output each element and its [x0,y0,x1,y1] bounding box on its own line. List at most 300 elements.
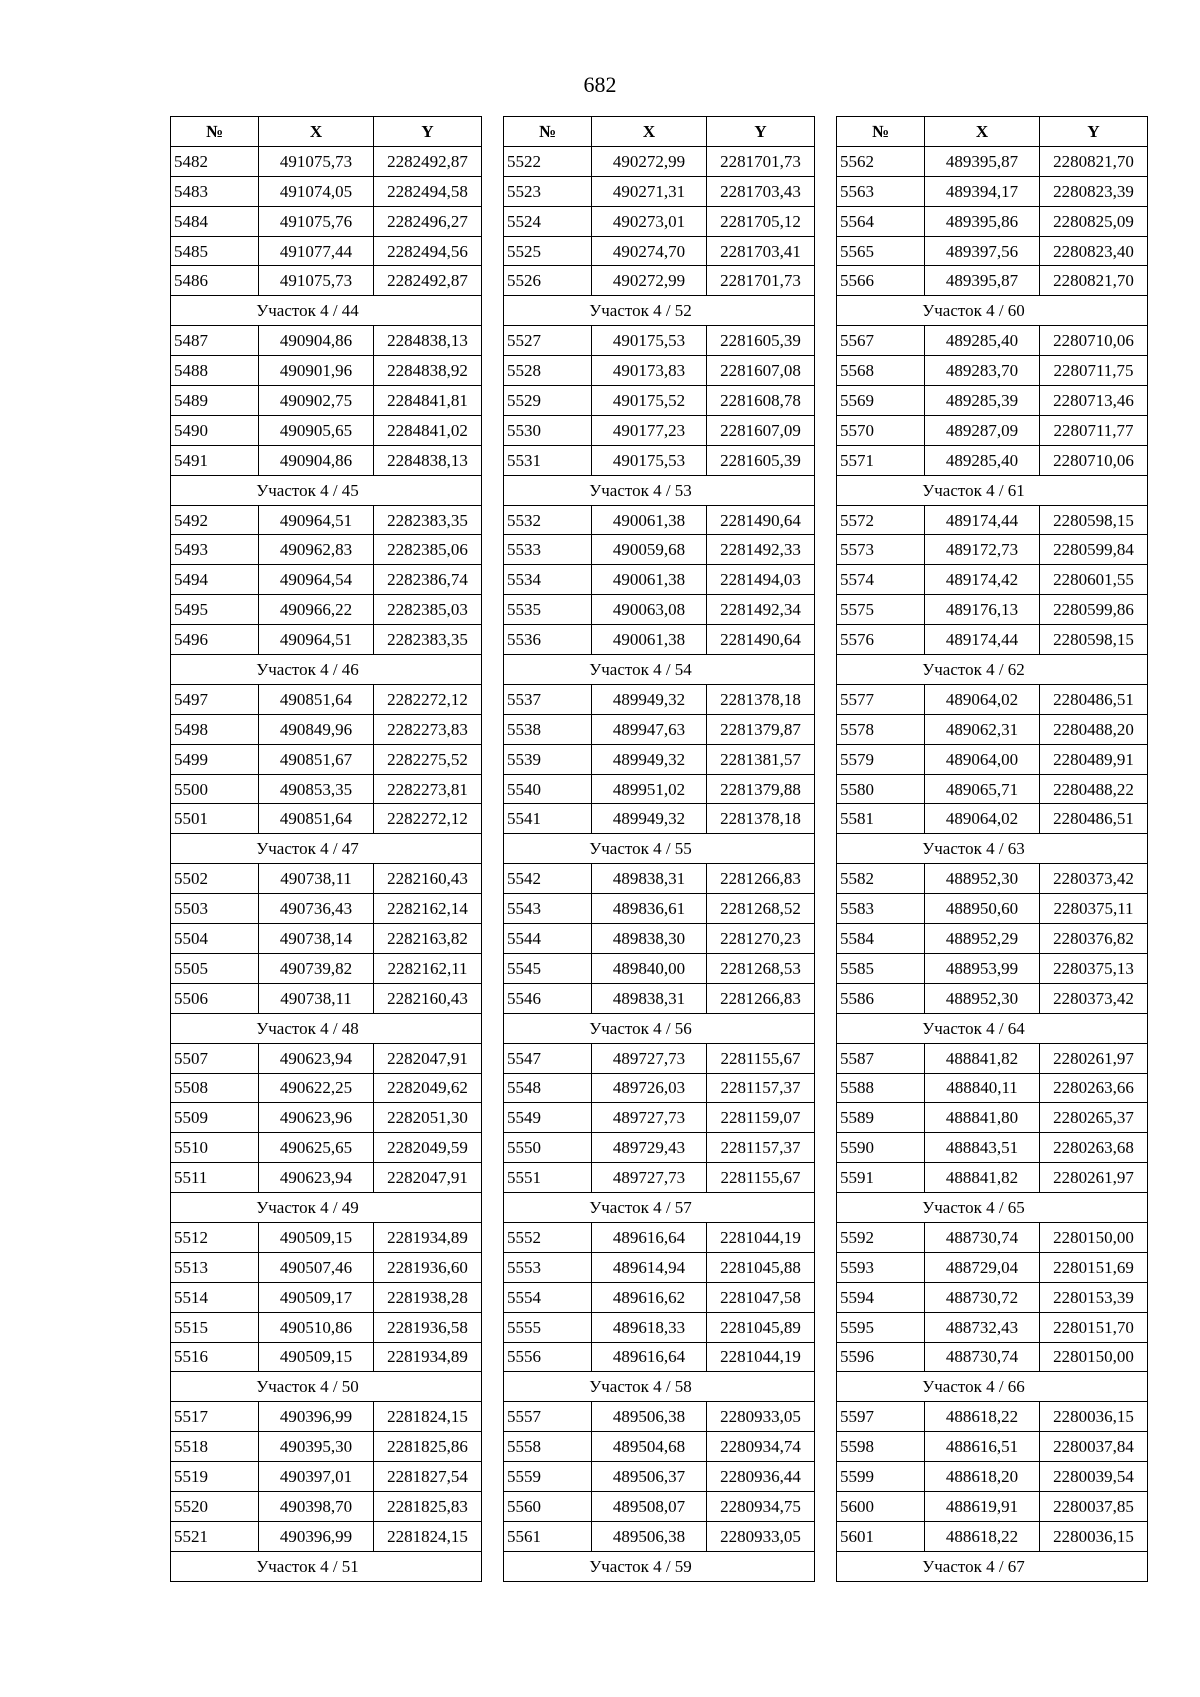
section-row [504,1551,815,1581]
point-number: 5577 [837,684,925,714]
table-row [837,1073,1148,1103]
table-row [171,565,482,595]
table-row [837,386,1148,416]
point-number: 5553 [504,1252,592,1282]
table-row [837,505,1148,535]
x-coordinate: 490851,67 [259,744,374,774]
x-coordinate: 489949,32 [592,804,707,834]
point-number: 5535 [504,595,592,625]
table-row [837,445,1148,475]
table-row [171,953,482,983]
point-number: 5549 [504,1103,592,1133]
x-coordinate: 489614,94 [592,1252,707,1282]
x-coordinate: 490623,94 [259,1043,374,1073]
table-row [504,326,815,356]
table-row [837,1462,1148,1492]
x-coordinate: 490851,64 [259,684,374,714]
x-coordinate: 488619,91 [925,1491,1040,1521]
x-coordinate: 489838,31 [592,983,707,1013]
y-coordinate: 2282273,83 [374,714,482,744]
table-row [504,1133,815,1163]
x-coordinate: 490738,14 [259,924,374,954]
section-label: Участок 4 / 54 [504,655,815,685]
section-label: Участок 4 / 48 [171,1013,482,1043]
table-row [837,535,1148,565]
point-number: 5511 [171,1163,259,1193]
x-coordinate: 490738,11 [259,983,374,1013]
header-y: Y [707,117,815,147]
x-coordinate: 488950,60 [925,894,1040,924]
table-row [171,1462,482,1492]
table-row [504,1073,815,1103]
point-number: 5493 [171,535,259,565]
y-coordinate: 2281378,18 [707,684,815,714]
x-coordinate: 488729,04 [925,1252,1040,1282]
point-number: 5568 [837,356,925,386]
x-coordinate: 490397,01 [259,1462,374,1492]
y-coordinate: 2280036,15 [1040,1521,1148,1551]
x-coordinate: 490395,30 [259,1432,374,1462]
table-row [171,1491,482,1521]
point-number: 5586 [837,983,925,1013]
y-coordinate: 2281047,58 [707,1282,815,1312]
point-number: 5594 [837,1282,925,1312]
table-row [837,1342,1148,1372]
x-coordinate: 489727,73 [592,1043,707,1073]
y-coordinate: 2282162,11 [374,953,482,983]
x-coordinate: 489726,03 [592,1073,707,1103]
y-coordinate: 2282160,43 [374,983,482,1013]
table-row [837,176,1148,206]
point-number: 5595 [837,1312,925,1342]
point-number: 5504 [171,924,259,954]
point-number: 5545 [504,953,592,983]
point-number: 5576 [837,625,925,655]
table-row [171,266,482,296]
y-coordinate: 2284841,81 [374,386,482,416]
point-number: 5546 [504,983,592,1013]
y-coordinate: 2281705,12 [707,206,815,236]
point-number: 5506 [171,983,259,1013]
y-coordinate: 2280150,00 [1040,1222,1148,1252]
y-coordinate: 2280151,70 [1040,1312,1148,1342]
point-number: 5589 [837,1103,925,1133]
point-number: 5517 [171,1402,259,1432]
table-row [504,415,815,445]
point-number: 5562 [837,146,925,176]
section-label: Участок 4 / 45 [171,475,482,505]
point-number: 5516 [171,1342,259,1372]
point-number: 5593 [837,1252,925,1282]
table-row [504,1432,815,1462]
point-number: 5519 [171,1462,259,1492]
table-row [504,1342,815,1372]
table-row [837,804,1148,834]
point-number: 5512 [171,1222,259,1252]
y-coordinate: 2282272,12 [374,684,482,714]
x-coordinate: 490272,99 [592,146,707,176]
x-coordinate: 490509,15 [259,1222,374,1252]
x-coordinate: 490398,70 [259,1491,374,1521]
point-number: 5563 [837,176,925,206]
y-coordinate: 2281825,83 [374,1491,482,1521]
x-coordinate: 491075,76 [259,206,374,236]
table-row [504,1491,815,1521]
x-coordinate: 490964,51 [259,505,374,535]
table-row [504,445,815,475]
point-number: 5510 [171,1133,259,1163]
point-number: 5540 [504,774,592,804]
y-coordinate: 2282047,91 [374,1043,482,1073]
x-coordinate: 489174,42 [925,565,1040,595]
y-coordinate: 2280375,11 [1040,894,1148,924]
section-row [837,475,1148,505]
table-row [504,206,815,236]
page-number: 682 [583,72,617,97]
table-row [837,1312,1148,1342]
x-coordinate: 489506,37 [592,1462,707,1492]
y-coordinate: 2280934,74 [707,1432,815,1462]
y-coordinate: 2280821,70 [1040,266,1148,296]
x-coordinate: 489616,64 [592,1222,707,1252]
y-coordinate: 2282492,87 [374,146,482,176]
y-coordinate: 2280265,37 [1040,1103,1148,1133]
x-coordinate: 490849,96 [259,714,374,744]
section-label: Участок 4 / 52 [504,296,815,326]
x-coordinate: 488952,30 [925,864,1040,894]
table-row [504,1521,815,1551]
x-coordinate: 489947,63 [592,714,707,744]
y-coordinate: 2280711,77 [1040,415,1148,445]
x-coordinate: 489727,73 [592,1103,707,1133]
table-row [837,1521,1148,1551]
table-row [837,326,1148,356]
x-coordinate: 491075,73 [259,266,374,296]
point-number: 5598 [837,1432,925,1462]
point-number: 5584 [837,924,925,954]
x-coordinate: 489062,31 [925,714,1040,744]
section-row [837,1193,1148,1223]
point-number: 5485 [171,236,259,266]
x-coordinate: 490063,08 [592,595,707,625]
table-row [171,1073,482,1103]
y-coordinate: 2280373,42 [1040,983,1148,1013]
y-coordinate: 2280598,15 [1040,505,1148,535]
point-number: 5587 [837,1043,925,1073]
x-coordinate: 490738,11 [259,864,374,894]
point-number: 5500 [171,774,259,804]
point-number: 5580 [837,774,925,804]
x-coordinate: 489064,02 [925,804,1040,834]
table-row [171,1521,482,1551]
point-number: 5497 [171,684,259,714]
point-number: 5528 [504,356,592,386]
point-number: 5548 [504,1073,592,1103]
table-row [504,1312,815,1342]
section-label: Участок 4 / 46 [171,655,482,685]
point-number: 5525 [504,236,592,266]
x-coordinate: 489506,38 [592,1521,707,1551]
table-row [171,1312,482,1342]
y-coordinate: 2280598,15 [1040,625,1148,655]
point-number: 5526 [504,266,592,296]
x-coordinate: 490509,17 [259,1282,374,1312]
table-row [837,1103,1148,1133]
section-label: Участок 4 / 65 [837,1193,1148,1223]
table-row [504,386,815,416]
point-number: 5484 [171,206,259,236]
x-coordinate: 489064,00 [925,744,1040,774]
coordinates-table-3 [836,116,1148,1582]
point-number: 5538 [504,714,592,744]
x-coordinate: 488952,30 [925,983,1040,1013]
point-number: 5487 [171,326,259,356]
table-row [171,236,482,266]
section-row [504,1013,815,1043]
point-number: 5489 [171,386,259,416]
table-row [837,774,1148,804]
section-row [171,1193,482,1223]
y-coordinate: 2281934,89 [374,1342,482,1372]
table-row [504,1163,815,1193]
y-coordinate: 2281605,39 [707,445,815,475]
point-number: 5514 [171,1282,259,1312]
y-coordinate: 2282494,58 [374,176,482,206]
table-row [171,326,482,356]
point-number: 5527 [504,326,592,356]
y-coordinate: 2282386,74 [374,565,482,595]
header-row [171,117,482,147]
y-coordinate: 2281044,19 [707,1222,815,1252]
x-coordinate: 490173,83 [592,356,707,386]
y-coordinate: 2282492,87 [374,266,482,296]
table-row [504,236,815,266]
table-row [837,1402,1148,1432]
table-row [171,505,482,535]
y-coordinate: 2280486,51 [1040,804,1148,834]
table-row [837,953,1148,983]
table-row [171,1432,482,1462]
x-coordinate: 489174,44 [925,625,1040,655]
y-coordinate: 2281379,87 [707,714,815,744]
point-number: 5565 [837,236,925,266]
table-row [504,714,815,744]
x-coordinate: 489836,61 [592,894,707,924]
table-row [504,535,815,565]
point-number: 5482 [171,146,259,176]
table-row [504,864,815,894]
y-coordinate: 2281607,09 [707,415,815,445]
table-row [504,1252,815,1282]
point-number: 5515 [171,1312,259,1342]
table-row [171,774,482,804]
x-coordinate: 490175,53 [592,326,707,356]
x-coordinate: 490853,35 [259,774,374,804]
point-number: 5486 [171,266,259,296]
table-row [171,176,482,206]
x-coordinate: 489287,09 [925,415,1040,445]
y-coordinate: 2280823,39 [1040,176,1148,206]
x-coordinate: 489395,86 [925,206,1040,236]
section-label: Участок 4 / 61 [837,475,1148,505]
x-coordinate: 491074,05 [259,176,374,206]
x-coordinate: 489508,07 [592,1491,707,1521]
y-coordinate: 2280934,75 [707,1491,815,1521]
y-coordinate: 2281490,64 [707,625,815,655]
point-number: 5539 [504,744,592,774]
point-number: 5541 [504,804,592,834]
table-row [504,1402,815,1432]
point-number: 5597 [837,1402,925,1432]
point-number: 5543 [504,894,592,924]
point-number: 5600 [837,1491,925,1521]
header-y: Y [1040,117,1148,147]
table-row [171,356,482,386]
point-number: 5488 [171,356,259,386]
point-number: 5560 [504,1491,592,1521]
point-number: 5547 [504,1043,592,1073]
header-x: X [925,117,1040,147]
x-coordinate: 490507,46 [259,1252,374,1282]
y-coordinate: 2280488,22 [1040,774,1148,804]
table-row [171,983,482,1013]
section-row [504,296,815,326]
table-row [171,535,482,565]
x-coordinate: 488616,51 [925,1432,1040,1462]
y-coordinate: 2280599,84 [1040,535,1148,565]
point-number: 5518 [171,1432,259,1462]
header-x: X [259,117,374,147]
table-row [171,744,482,774]
x-coordinate: 489283,70 [925,356,1040,386]
y-coordinate: 2281934,89 [374,1222,482,1252]
y-coordinate: 2281827,54 [374,1462,482,1492]
y-coordinate: 2280711,75 [1040,356,1148,386]
y-coordinate: 2280710,06 [1040,445,1148,475]
point-number: 5554 [504,1282,592,1312]
x-coordinate: 489395,87 [925,146,1040,176]
y-coordinate: 2281492,34 [707,595,815,625]
y-coordinate: 2280713,46 [1040,386,1148,416]
x-coordinate: 488841,82 [925,1043,1040,1073]
table-row [504,176,815,206]
y-coordinate: 2280486,51 [1040,684,1148,714]
x-coordinate: 489064,02 [925,684,1040,714]
y-coordinate: 2282162,14 [374,894,482,924]
y-coordinate: 2281824,15 [374,1521,482,1551]
section-label: Участок 4 / 62 [837,655,1148,685]
table-row [837,356,1148,386]
point-number: 5552 [504,1222,592,1252]
table-row [504,894,815,924]
point-number: 5508 [171,1073,259,1103]
table-row [171,1342,482,1372]
table-row [171,684,482,714]
x-coordinate: 490273,01 [592,206,707,236]
point-number: 5555 [504,1312,592,1342]
table-row [837,415,1148,445]
y-coordinate: 2281379,88 [707,774,815,804]
y-coordinate: 2280151,69 [1040,1252,1148,1282]
y-coordinate: 2280039,54 [1040,1462,1148,1492]
y-coordinate: 2282383,35 [374,625,482,655]
x-coordinate: 490851,64 [259,804,374,834]
x-coordinate: 489174,44 [925,505,1040,535]
x-coordinate: 490623,96 [259,1103,374,1133]
x-coordinate: 489616,62 [592,1282,707,1312]
y-coordinate: 2281936,58 [374,1312,482,1342]
x-coordinate: 490966,22 [259,595,374,625]
x-coordinate: 489394,17 [925,176,1040,206]
point-number: 5579 [837,744,925,774]
table-row [504,505,815,535]
point-number: 5566 [837,266,925,296]
y-coordinate: 2281378,18 [707,804,815,834]
table-row [504,1462,815,1492]
y-coordinate: 2281701,73 [707,266,815,296]
table-row [837,1282,1148,1312]
y-coordinate: 2281381,57 [707,744,815,774]
table-row [837,236,1148,266]
table-row [171,625,482,655]
x-coordinate: 489397,56 [925,236,1040,266]
x-coordinate: 488952,29 [925,924,1040,954]
x-coordinate: 490061,38 [592,505,707,535]
x-coordinate: 488618,22 [925,1402,1040,1432]
table-row [837,1163,1148,1193]
section-label: Участок 4 / 60 [837,296,1148,326]
y-coordinate: 2281494,03 [707,565,815,595]
y-coordinate: 2280488,20 [1040,714,1148,744]
y-coordinate: 2281608,78 [707,386,815,416]
x-coordinate: 488730,72 [925,1282,1040,1312]
coordinates-table-2 [503,116,815,1582]
table-row [504,1282,815,1312]
y-coordinate: 2282383,35 [374,505,482,535]
point-number: 5592 [837,1222,925,1252]
table-row [171,1402,482,1432]
y-coordinate: 2281155,67 [707,1163,815,1193]
point-number: 5530 [504,415,592,445]
table-row [171,415,482,445]
point-number: 5578 [837,714,925,744]
y-coordinate: 2281157,37 [707,1073,815,1103]
header-row [837,117,1148,147]
table-row [837,1252,1148,1282]
y-coordinate: 2281825,86 [374,1432,482,1462]
section-row [837,655,1148,685]
table-row [171,1252,482,1282]
y-coordinate: 2280933,05 [707,1521,815,1551]
y-coordinate: 2284838,13 [374,445,482,475]
section-label: Участок 4 / 67 [837,1551,1148,1581]
y-coordinate: 2280263,66 [1040,1073,1148,1103]
x-coordinate: 490274,70 [592,236,707,266]
point-number: 5561 [504,1521,592,1551]
point-number: 5503 [171,894,259,924]
x-coordinate: 489504,68 [592,1432,707,1462]
table-row [504,953,815,983]
point-number: 5501 [171,804,259,834]
x-coordinate: 489949,32 [592,684,707,714]
y-coordinate: 2282273,81 [374,774,482,804]
y-coordinate: 2280710,06 [1040,326,1148,356]
section-label: Участок 4 / 55 [504,834,815,864]
point-number: 5513 [171,1252,259,1282]
point-number: 5507 [171,1043,259,1073]
table-row [837,625,1148,655]
x-coordinate: 489838,30 [592,924,707,954]
